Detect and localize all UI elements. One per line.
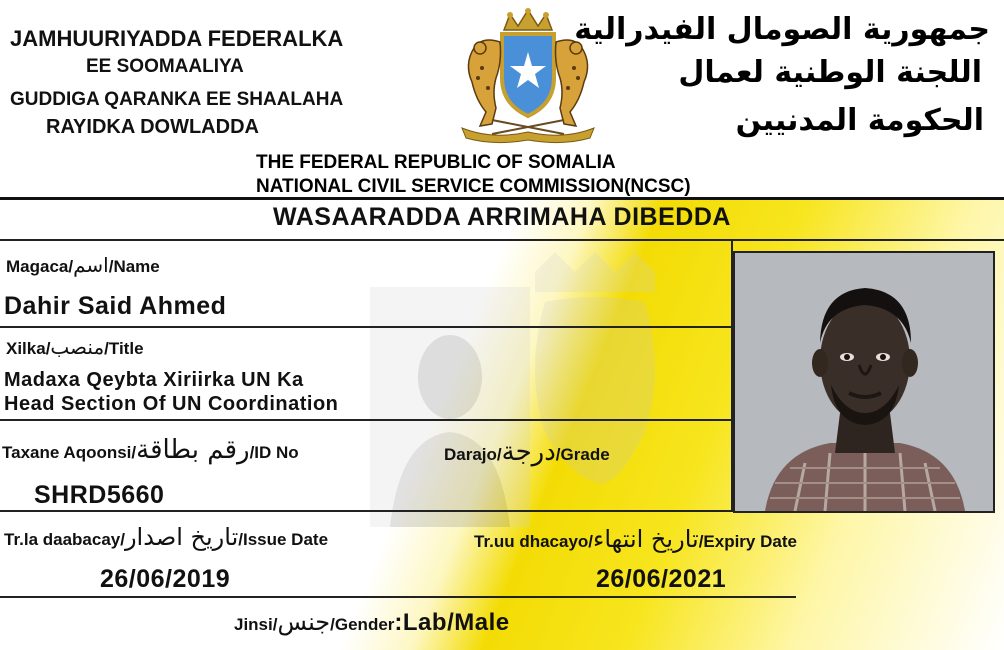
gender-label-somali: Jinsi/ bbox=[234, 615, 278, 634]
issue-date-label bbox=[4, 523, 328, 551]
header-arabic-line-1: جمهورية الصومال الفيدرالية bbox=[574, 12, 990, 47]
header-arabic-line-2: اللجنة الوطنية لعمال bbox=[678, 55, 982, 90]
title-label-english: /Title bbox=[104, 339, 144, 358]
id-label-english: /ID No bbox=[249, 443, 299, 462]
dates-divider bbox=[0, 596, 796, 598]
header-english-line-2: NATIONAL CIVIL SERVICE COMMISSION(NCSC) bbox=[256, 176, 691, 197]
header-line-somali-4: RAYIDKA DOWLADDA bbox=[46, 116, 259, 138]
name-divider bbox=[0, 326, 733, 328]
title-value-line-1: Madaxa Qeybta Xiriirka UN Ka bbox=[4, 369, 304, 391]
title-label-arabic: منصب bbox=[50, 335, 105, 359]
header-line-somali-2: EE SOOMAALIYA bbox=[86, 56, 244, 77]
card-top-border bbox=[0, 197, 1004, 200]
gender-value: :Lab/Male bbox=[394, 609, 510, 636]
grade-label bbox=[444, 437, 610, 467]
expiry-date-value: 26/06/2021 bbox=[596, 565, 727, 593]
issue-label-arabic: تاريخ اصدار bbox=[124, 523, 239, 551]
gender-label bbox=[234, 608, 510, 637]
header-english-line-1: THE FEDERAL REPUBLIC OF SOMALIA bbox=[256, 152, 616, 173]
name-label-somali: Magaca/ bbox=[6, 257, 74, 276]
expiry-date-label bbox=[474, 525, 797, 553]
title-label-somali: Xilka/ bbox=[6, 339, 51, 358]
grade-label-arabic: درجة bbox=[501, 437, 556, 467]
ghost-portrait-watermark bbox=[370, 287, 530, 527]
name-value: Dahir Said Ahmed bbox=[4, 292, 227, 320]
expiry-label-somali: Tr.uu dhacayo/ bbox=[474, 532, 594, 551]
id-label-somali: Taxane Aqoonsi/ bbox=[2, 443, 137, 462]
expiry-label-english: /Expiry Date bbox=[698, 532, 797, 551]
title-value-line-2: Head Section Of UN Coordination bbox=[4, 393, 339, 415]
ministry-underline bbox=[0, 239, 1004, 241]
header-line-somali-3: GUDDIGA QARANKA EE SHAALAHA bbox=[10, 89, 344, 110]
header-line-somali-1: JAMHUURIYADDA FEDERALKA bbox=[10, 26, 344, 51]
name-label bbox=[6, 253, 160, 277]
id-number-value: SHRD5660 bbox=[34, 481, 165, 509]
header-arabic-line-3: الحكومة المدنيين bbox=[735, 103, 984, 138]
issue-label-somali: Tr.la daabacay/ bbox=[4, 530, 125, 549]
title-divider bbox=[0, 419, 733, 421]
issue-label-english: /Issue Date bbox=[238, 530, 329, 549]
holder-photo bbox=[733, 251, 995, 513]
grade-label-somali: Darajo/ bbox=[444, 445, 502, 464]
grade-label-english: /Grade bbox=[555, 445, 610, 464]
name-label-arabic: اسم bbox=[73, 253, 109, 277]
expiry-label-arabic: تاريخ انتهاء bbox=[593, 525, 699, 553]
id-card-body bbox=[0, 197, 1004, 650]
gender-label-arabic: جنس bbox=[277, 608, 331, 636]
issue-date-value: 26/06/2019 bbox=[100, 565, 231, 593]
name-label-english: /Name bbox=[108, 257, 160, 276]
id-label-arabic: رقم بطاقة bbox=[136, 435, 250, 465]
title-label bbox=[6, 335, 144, 359]
id-divider bbox=[0, 510, 733, 512]
holder-portrait-image bbox=[735, 253, 993, 511]
gender-label-english: /Gender bbox=[330, 615, 395, 634]
ministry-title: WASAARADDA ARRIMAHA DIBEDDA bbox=[273, 203, 731, 231]
id-label bbox=[2, 435, 299, 465]
